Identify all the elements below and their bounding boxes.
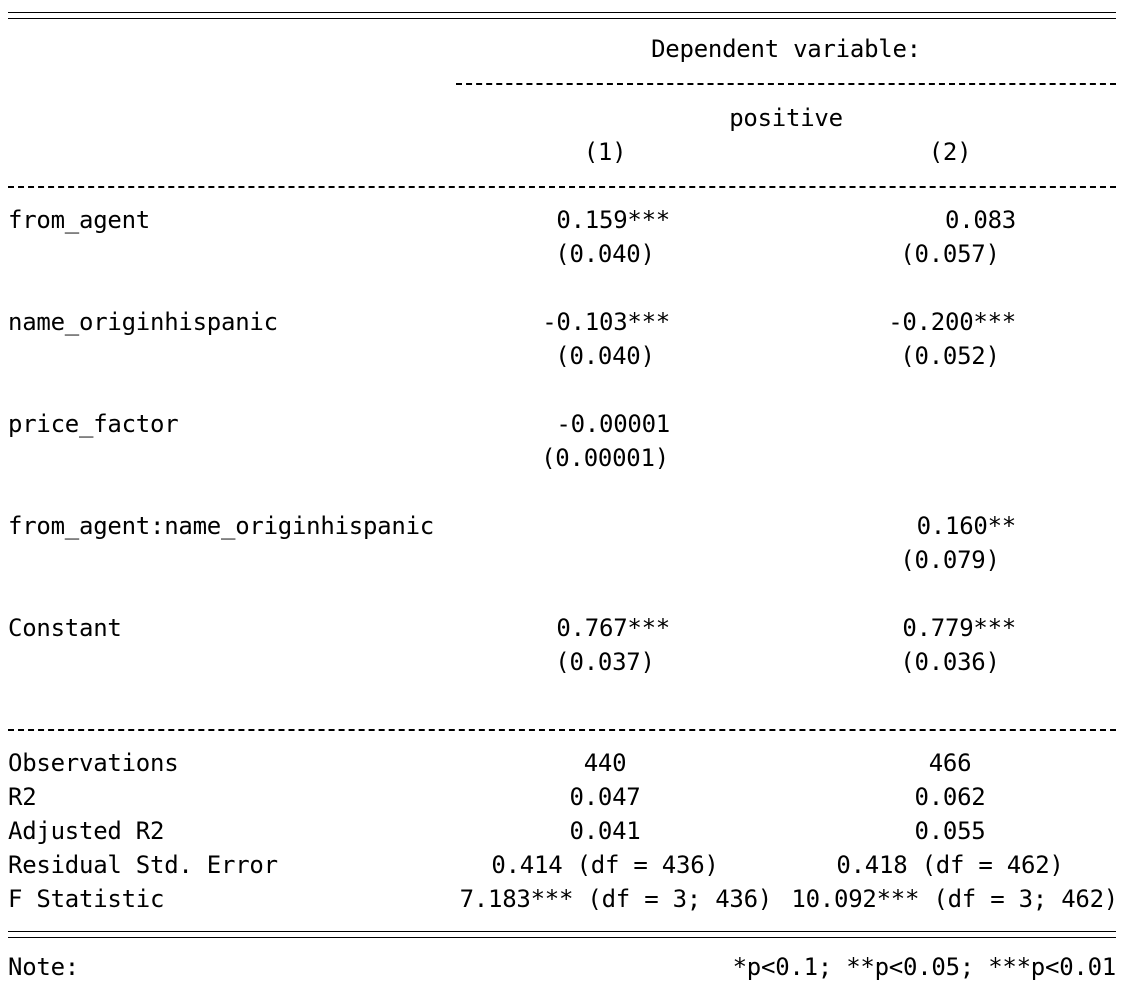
- coef-se-col1: (0.040): [555, 342, 655, 370]
- coef-se-col2: (0.079): [900, 546, 1000, 574]
- dependent-variable-name: positive: [729, 104, 843, 132]
- coef-col1: [440, 509, 670, 543]
- coef-name: from_agent:name_originhispanic: [8, 512, 434, 540]
- coef-col2: 0.083: [945, 206, 1016, 234]
- coef-col1: -0.103***: [542, 308, 670, 336]
- coef-col2: 0.160**: [916, 512, 1016, 540]
- stat-col2: 10.092*** (df = 3; 462): [791, 885, 1118, 913]
- stat-name: Adjusted R2: [8, 817, 165, 845]
- bottom-double-rule-2: [8, 937, 1116, 938]
- stat-name: Observations: [8, 749, 179, 777]
- note-label: Note:: [8, 953, 79, 981]
- stat-col2: 0.055: [914, 817, 986, 845]
- stat-col1: 7.183*** (df = 3; 436): [459, 885, 772, 913]
- stat-col1: 0.414 (df = 436): [491, 851, 719, 879]
- coef-col1: 0.767***: [556, 614, 670, 642]
- coef-col2: -0.200***: [888, 308, 1016, 336]
- header-bottom-rule: [8, 186, 1116, 188]
- stat-col1: 0.041: [569, 817, 641, 845]
- column-header-1: (1): [583, 138, 627, 166]
- coef-name: from_agent: [8, 206, 150, 234]
- stat-name: Residual Std. Error: [8, 851, 278, 879]
- coef-col2: [786, 407, 1016, 441]
- coef-se-col1: (0.00001): [541, 444, 669, 472]
- coef-name: name_originhispanic: [8, 308, 278, 336]
- stat-col1: 440: [583, 749, 627, 777]
- stat-col2: 0.062: [914, 783, 986, 811]
- stat-col2: 0.418 (df = 462): [836, 851, 1064, 879]
- coef-se-col1: (0.037): [555, 648, 655, 676]
- coef-se-col1: (0.040): [555, 240, 655, 268]
- coef-name: Constant: [8, 614, 122, 642]
- coef-se-col2: (0.052): [900, 342, 1000, 370]
- coef-se-col2: (0.057): [900, 240, 1000, 268]
- dependent-variable-label: Dependent variable:: [651, 35, 921, 63]
- stat-col1: 0.047: [569, 783, 641, 811]
- bottom-double-rule: [8, 931, 1116, 932]
- coef-se-col2: (0.036): [900, 648, 1000, 676]
- stat-name: F Statistic: [8, 885, 165, 913]
- top-double-rule: [8, 12, 1116, 13]
- significance-note: *p<0.1; **p<0.05; ***p<0.01: [732, 953, 1116, 981]
- column-header-2: (2): [928, 138, 972, 166]
- coef-name: price_factor: [8, 410, 179, 438]
- header-dashed-rule: [456, 83, 1116, 85]
- coef-se-col2: [850, 441, 1050, 475]
- stat-name: R2: [8, 783, 37, 811]
- coef-col1: -0.00001: [556, 410, 670, 438]
- stats-top-rule: [8, 729, 1116, 731]
- top-double-rule-2: [8, 18, 1116, 19]
- coef-col2: 0.779***: [902, 614, 1016, 642]
- coef-se-col1: [505, 543, 705, 577]
- stat-col2: 466: [928, 749, 972, 777]
- coef-col1: 0.159***: [556, 206, 670, 234]
